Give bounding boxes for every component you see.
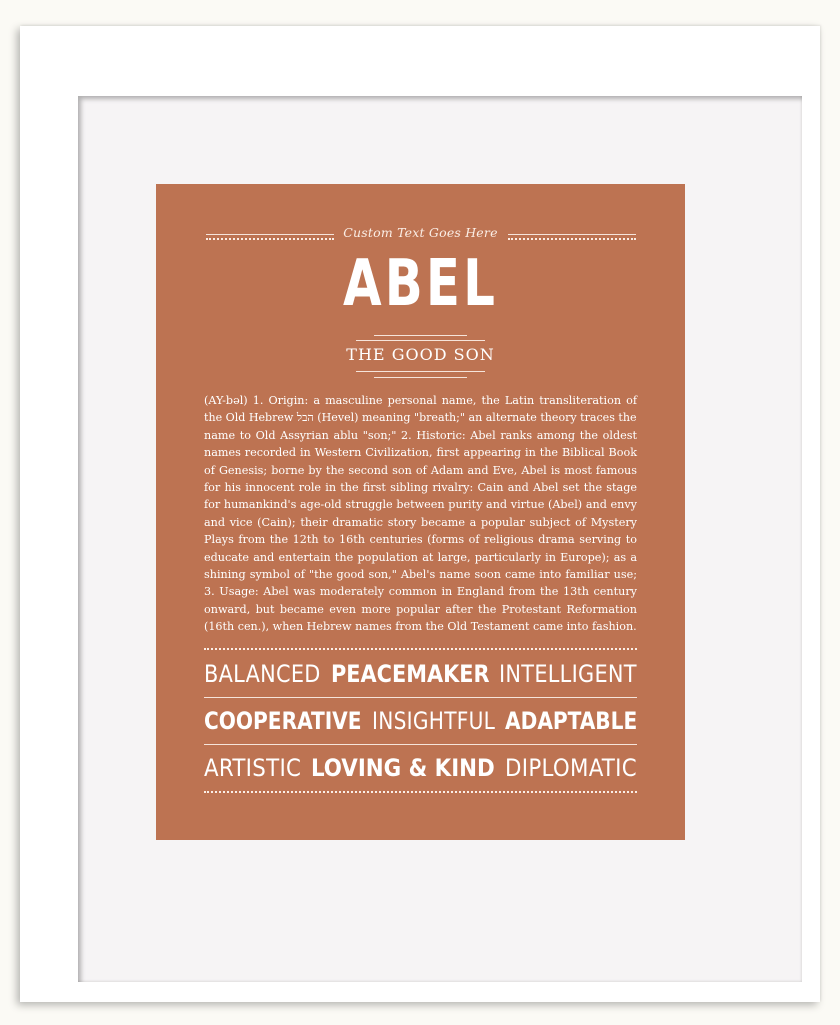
traits-divider-1 [204, 697, 637, 698]
trait-word: INSIGHTFUL [371, 707, 495, 735]
trait-word: COOPERATIVE [204, 707, 362, 735]
meaning-title: THE GOOD SON [346, 345, 495, 364]
trait-word: LOVING & KIND [311, 754, 496, 782]
definition-line: 3. Usage: Abel was moderately common in England from the 13th century [204, 585, 637, 599]
definition-line: names recorded in Western Civilization, first appearing in the Biblical Book [204, 446, 637, 460]
subtitle-lower-rule [356, 371, 485, 372]
trait-row-3 [204, 750, 637, 786]
traits-divider-2 [204, 744, 637, 745]
name-print [156, 184, 685, 840]
subtitle-bottom-rule [374, 377, 467, 378]
traits-bottom-dotted-rule [204, 791, 637, 793]
traits-top-dotted-rule [204, 648, 637, 650]
trait-word: INTELLIGENT [499, 660, 638, 688]
trait-word: DIPLOMATIC [505, 754, 637, 782]
trait-row-2 [204, 703, 637, 739]
definition-line: for humankind's age-old struggle between purity and virtue (Abel) and envy [204, 498, 637, 512]
definition-line: onward, but became even more popular after the Protestant Reformation [204, 602, 637, 616]
trait-word: PEACEMAKER [330, 660, 490, 688]
definition-line: shining symbol of "the good son," Abel's name soon came into familiar use; [204, 568, 637, 582]
subtitle-upper-rule [356, 340, 485, 341]
custom-text: Custom Text Goes Here [343, 225, 498, 240]
trait-row-1 [204, 656, 637, 692]
definition-line: the Old Hebrew הבל (Hevel) meaning "breath;" an alternate theory traces the [204, 411, 637, 425]
name-title: ABEL [342, 247, 499, 321]
definition-line: and vice (Cain); their dramatic story became a popular subject of Mystery [204, 515, 637, 529]
trait-word: ADAPTABLE [504, 707, 638, 735]
title-underline [374, 335, 467, 336]
definition-line: of Genesis; borne by the second son of Adam and Eve, Abel is most famous [204, 463, 637, 477]
trait-word: BALANCED [204, 660, 321, 688]
definition-line: (AY-bəl) 1. Origin: a masculine personal name, the Latin transliteration of [204, 394, 637, 407]
definition-line: name to Old Assyrian ablu "son;" 2. Historic: Abel ranks among the oldest [204, 428, 637, 442]
trait-word: ARTISTIC [204, 754, 302, 782]
definition-line: for his innocent role in the first sibling rivalry: Cain and Abel set the stage [204, 481, 637, 495]
name-definition [204, 392, 637, 636]
definition-line: Plays from the 12th to 16th centuries (forms of religious drama serving to [204, 533, 637, 547]
definition-line: educate and entertain the population at large, particularly in Europe); as a [204, 550, 637, 564]
definition-line: (16th cen.), when Hebrew names from the Old Testament came into fashion. [204, 620, 637, 634]
